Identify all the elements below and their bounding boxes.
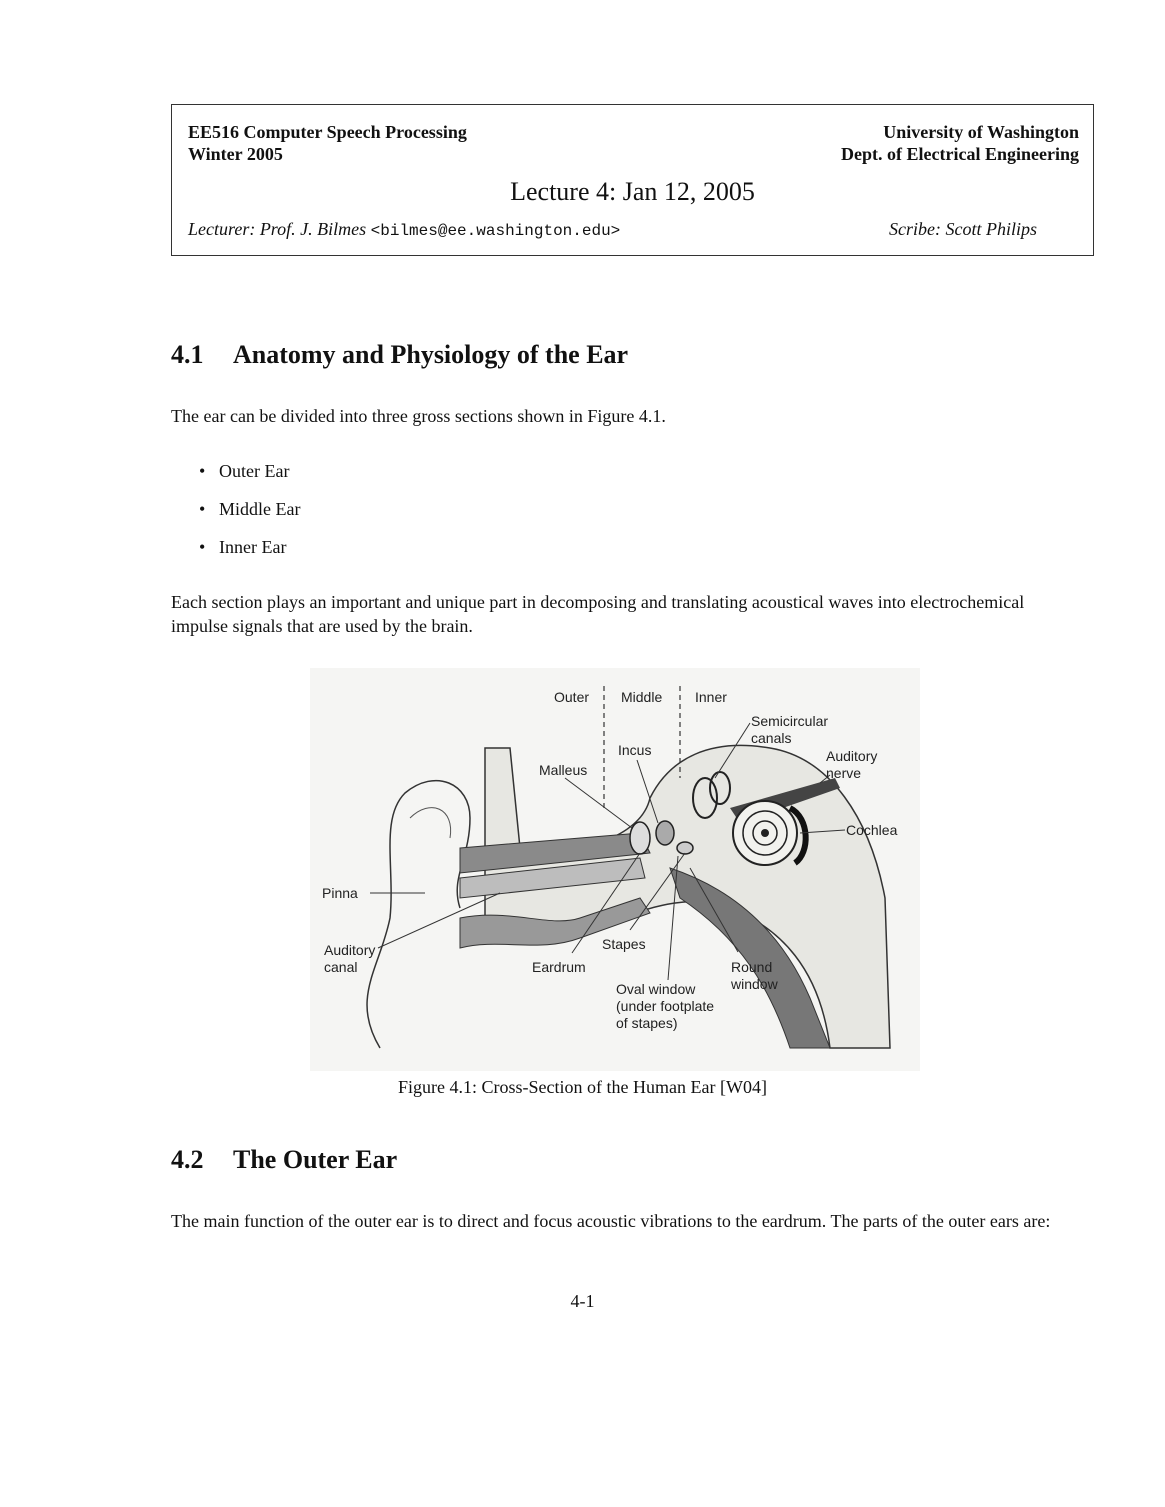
label-stapes: Stapes — [602, 936, 646, 952]
label-auditory-canal: Auditory — [324, 942, 376, 958]
list-item: • Inner Ear — [199, 537, 287, 557]
ear-sections-list — [199, 459, 300, 573]
section-number: 4.1 — [171, 340, 204, 369]
list-item: • Middle Ear — [199, 499, 301, 519]
lecture-header — [171, 104, 1094, 256]
scribe-line: Scribe: Scott Philips — [889, 219, 1037, 239]
label-cochlea: Cochlea — [846, 822, 898, 838]
lecturer-email: <bilmes@ee.washington.edu> — [370, 222, 621, 240]
label-pinna: Pinna — [322, 885, 358, 901]
course-info — [188, 121, 467, 165]
institution-info — [841, 121, 1079, 165]
label-oval-window-3: of stapes) — [616, 1015, 678, 1031]
label-outer: Outer — [554, 689, 590, 705]
lecture-title: Lecture 4: Jan 12, 2005 — [510, 177, 755, 206]
section-body-paragraph: The main function of the outer ear is to direct and focus acoustic vibrations to the eardrum. The parts of the outer ears are: — [171, 1211, 1051, 1231]
label-middle: Middle — [621, 689, 663, 705]
label-eardrum: Eardrum — [532, 959, 586, 975]
label-inner: Inner — [695, 689, 727, 705]
section-heading-4-2 — [171, 1145, 397, 1175]
label-incus: Incus — [618, 742, 652, 758]
list-item: • Outer Ear — [199, 461, 290, 481]
section-body-paragraph: Each section plays an important and unique part in decomposing and translating acoustical waves into electrochemical impulse signals that are used by the brain. — [171, 592, 1025, 636]
lecturer-line — [188, 219, 620, 240]
label-round-window: Round — [731, 959, 773, 975]
university-name: University of Washington — [883, 122, 1079, 142]
label-auditory-canal-2: canal — [324, 959, 358, 975]
course-name: EE516 Computer Speech Processing — [188, 122, 467, 142]
label-semicircular-canals: Semicircular — [751, 713, 829, 729]
figure-caption: Figure 4.1: Cross-Section of the Human Ear [W04] — [398, 1077, 767, 1097]
label-oval-window: Oval window — [616, 981, 696, 997]
label-semicircular-canals-2: canals — [751, 730, 792, 746]
lecturer-label: Lecturer: Prof. J. Bilmes — [188, 219, 367, 239]
label-malleus: Malleus — [539, 762, 588, 778]
label-oval-window-2: (under footplate — [616, 998, 715, 1014]
section-title: The Outer Ear — [233, 1145, 398, 1174]
section-title: Anatomy and Physiology of the Ear — [233, 340, 629, 369]
section-heading-4-1 — [171, 340, 628, 370]
label-auditory-nerve-2: nerve — [826, 765, 862, 781]
ear-cross-section-figure — [310, 668, 920, 1071]
section-intro: The ear can be divided into three gross sections shown in Figure 4.1. — [171, 406, 666, 426]
department-name: Dept. of Electrical Engineering — [841, 144, 1079, 164]
course-term: Winter 2005 — [188, 144, 283, 164]
page-number: 4-1 — [570, 1291, 595, 1311]
label-auditory-nerve: Auditory — [826, 748, 878, 764]
ear-diagram — [310, 668, 920, 1071]
label-round-window-2: window — [731, 976, 778, 992]
section-number: 4.2 — [171, 1145, 204, 1174]
